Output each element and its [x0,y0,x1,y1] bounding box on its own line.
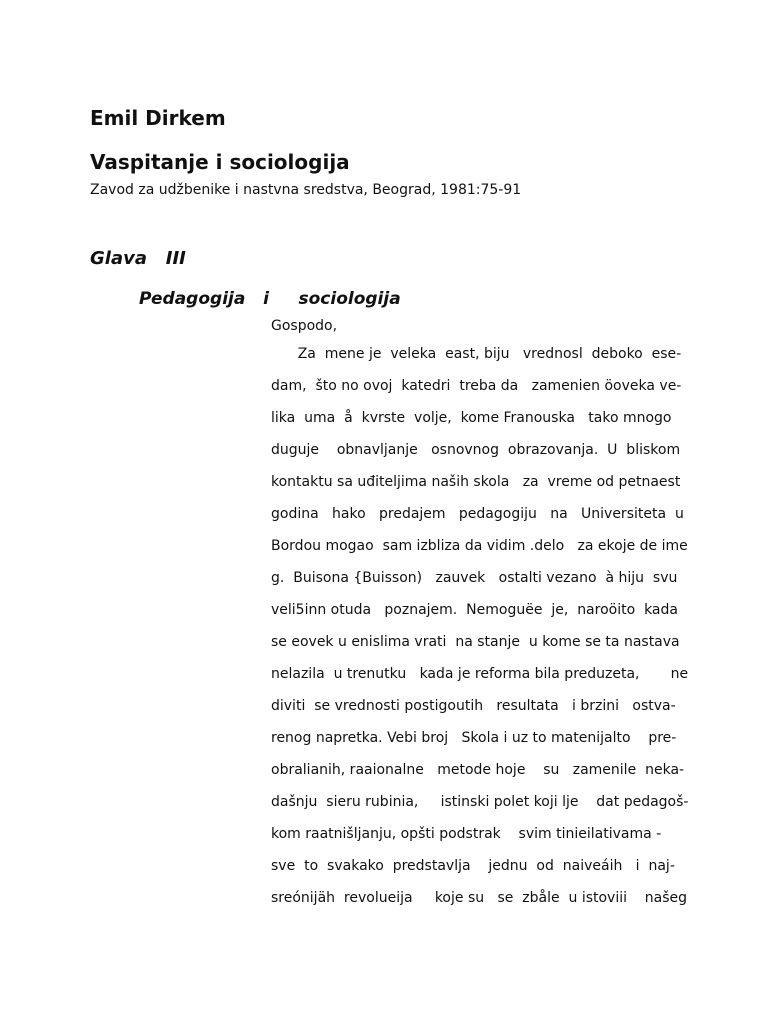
author-name: Emil Dirkem [90,106,226,130]
body-line: nelazila u trenutku kada je reforma bila preduzeta, ne [271,666,689,682]
body-line: kontaktu sa uđiteljima naših skola za vreme od petnaest [271,474,681,490]
body-line: Gospodo, [271,318,338,334]
body-line: g. Buisona {Buisson) zauvek ostalti vezano à hiju svu [271,570,678,586]
body-line: kom raatnišljanju, opšti podstrak svim tinieilativama - [271,826,662,842]
body-line: diviti se vrednosti postigoutih resultata i brzini ostva- [271,698,676,714]
body-line: lika uma å kvrste volje, kome Franouska tako mnogo [271,410,672,426]
body-text [271,314,689,918]
body-line: Bordou mogao sam izbliza da vidim .delo za ekoje de ime [271,538,688,554]
body-line: sreónijäh revolueija koje su se zbåle u istoviii našeg [271,890,688,906]
body-line: obralianih, raaionalne metode hoje su zamenile neka- [271,762,685,778]
body-line: sve to svakako predstavlja jednu od naiveáih i naj- [271,858,675,874]
body-line: veli5inn otuda poznajem. Nemoguëe je, naroöito kada [271,602,678,618]
publication-info: Zavod za udžbenike i nastvna sredstva, Beograd, 1981:75-91 [90,182,522,198]
section-heading: Pedagogija i sociologija [139,289,401,309]
body-line: duguje obnavljanje osnovnog obrazovanja. U bliskom [271,442,681,458]
body-line: dam, što no ovoj katedri treba da zamenien öoveka ve- [271,378,682,394]
body-line: Za mene je veleka east, biju vrednosl deboko ese- [271,346,682,362]
body-line: godina hako predajem pedagogiju na Universiteta u [271,506,684,522]
book-title: Vaspitanje i sociologija [90,150,350,174]
body-line: dašnju sieru rubinia, istinski polet koji lje dat pedagoš- [271,794,689,810]
chapter-heading: Glava III [90,248,186,269]
body-line: se eovek u enislima vrati na stanje u kome se ta nastava [271,634,680,650]
body-line: renog napretka. Vebi broj Skola i uz to matenijalto pre- [271,730,677,746]
